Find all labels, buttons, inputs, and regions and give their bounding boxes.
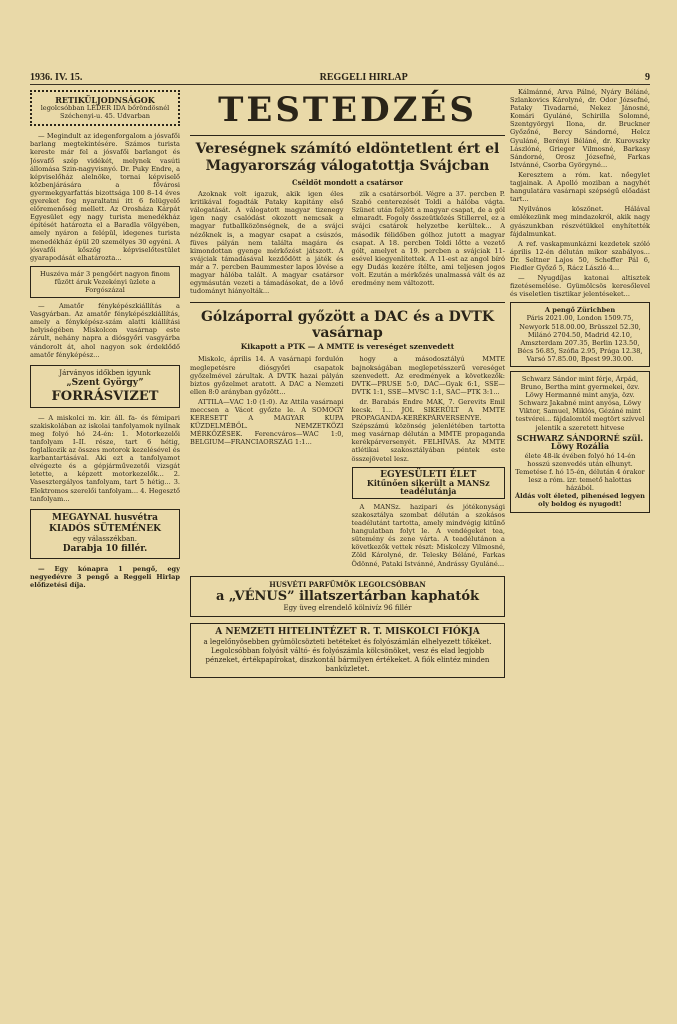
obit-footer: Áldás volt életed, pihenésed legyen oly boldog és nyugodt!	[515, 492, 645, 509]
divider	[190, 135, 505, 136]
dac-headline: Gólzáporral győzött a DAC és a DVTK vasárnap	[200, 309, 495, 342]
page-date: 1936. IV. 15.	[30, 71, 83, 83]
sports-section-title: TESTEDZÉS	[218, 90, 477, 130]
dac-col-c: ATTILA—VAC 1:0 (1:0). Az Attila vasárnapi meccsen a Vácot győzte le. A SOMOGY KERESETT A MAGYAR KUPA KÜZDELMÉBŐL. NEMZETKÖZI MÉRKŐZÉSEK. Ferencváros—WAC 1:0, BELGIUM—FRANCIAORSZÁG 1:1...	[190, 397, 344, 447]
ad2-price: Darabja 10 fillér.	[62, 543, 148, 554]
match-col-b: zik a csatársorból. Végre a 37. percben P. Szabó centerezését Toldi a hálóba vágta. Szünet után feljött a magyar csapat, de a gól elmaradt. Fogoly összeütközés Stillerrel, ez a svájci csatárok helyzetbe kerültek... A második félidőben gólhoz jutott a magyar csapat. A 18. percben Toldi lőtte a vezető gólt, amelyet a 19. percben a svájciak 11-esével kiegyenlítettek. A 11-est az angol bíró egy Dudás kezére ítélte, ami teljesen jogos volt. Ezután a mérkőzés unalmassá vált és az eredmény nem változott.	[351, 190, 505, 288]
ad1-small: Járványos időkben igyunk	[59, 368, 151, 377]
bourse-text: Páris 2021.00, London 1509.75, Newyork 518.00.00, Brüsszel 52.30, Milánó 2704.50, Madrid 42.10, Amszterdam 207.35, Berlin 123.50, Bécs 56.85, Szófia 2.95, Prága 12.38, Varsó 57.85.00, Bpest 99.30.00.	[517, 314, 643, 363]
egyesuleti-text: A MANSz. hazipari és jótékonysági szakosztálya szombat délután a szokásos teadélutánt tartotta, amely mindvégig kitűnő hangulatban folyt le. A vendégeket tea, sütemény és zene várta. A teadélutánon a következők vettek részt: Miskolczy Vilmosné, Zöld Károlyné, dr. Telesky Béláné, Farkas Ödönné, Pataki Istvánné, Andrássy Gyuláné...	[351, 502, 505, 568]
article-ref: A ref. vaskapmunkázni kezdetek szóló április 12-én délután mikor szabályos... Dr. Seltner Lajos 50, Scheffer Pál 6, Fiedler Győző 5, Rácz László 4...	[510, 239, 650, 272]
dac-subheadline: Kikapott a PTK — A MMTE is vereséget szenvedett	[240, 342, 455, 352]
obit-text2: élete 48-ik évében folyó hó 14-én hosszú szenvedés után elhunyt. Temetése f. hó 15-én, délután 4 órakor lesz a róm. izr. temető halottas házából.	[515, 451, 645, 493]
obituary-box	[510, 371, 650, 513]
article-koszonet: Nyilvános köszönet. Hálával emlékezünk meg mindazokról, akik nagy gyászunkban részvétükkel enyhítették fájdalmunkat.	[510, 205, 650, 238]
ad2-title: MEGAYNAL husvétra KIADÓS SÜTEMÉNEK	[49, 512, 161, 534]
obit-text: Schwarz Sándor mint férje, Árpád, Bruno, Bertha mint gyermekei, özv. Löwy Hermanné mint anyja, özv. Schwarz Jakabné mint anyósa, Löwy Viktor, Samuel, Miklós, Gézáné mint testvérei... fájdalomtól megtört szívvel jelentik a szeretett hitvese	[515, 375, 645, 432]
vezekenyi-notice: Huszéva már 3 pengőért nagyon finom fűzött áruk Vezekényi üzlete a Forgószázal	[30, 266, 180, 298]
obit-name: SCHWARZ SÁNDORNÉ szül. Löwy Rozália	[516, 432, 644, 451]
dac-col-a: Miskolc, április 14. A vasárnapi fordulón meglepetésre diósgyőri csapatok győzelmével zárultak. A DVTK hazai pályán biztos győzelmet aratott. A DAC a Nemzeti ellen 8:0 arányban győzött...	[190, 355, 344, 396]
match-col-a: Azoknak volt igazuk, akik igen éles kritikával fogadták Pataky kapitány első válogatását. A válogatott magyar tizenegy igen nagy csalódást okozott nemcsak a magyar futballközönségnek, de a svájci nézőknek is, a magyar csapat a csúszós, füves pályán nem találta magára és kimondottan gyenge mérkőzést játszott. A svájciak támadásával kezdődött a játék és már a 7. percben Baummester lapos lövése a magyar hálóba talált. A magyar csatársor egymásután vezeti a támadásokat, de a lövő tudományt hiányolták...	[190, 190, 344, 296]
page-header	[30, 70, 650, 85]
match-article	[190, 190, 505, 297]
article-josvafo: — Megindult az idegenforgalom a jósvafői barlang megtekintésére. Számos turista kereste már fel a jósvafői barlangot és Jósvafő szép vidékét, melynek vasúti állomása Szin-nagyvisnyó. Dr. Puky Endre, a képviselőház alelnöke, tornai képviselő közbenjárására a fővárosi gyermekgyarfattás bizottsága 100 8–14 éves gyereket fog nyaraltatni itt 6 felügyelő előremenőség mellett. Az Orosháza Kárpát Egyesület egy nagy turista menedékház építését határozta el a Baradla völgyében, amely nyáron a felépül, idegenes turista menedékház épül 20 személyes 30 egyéni. A jósvafői kőszög képviselőtestület gyarapodását elhatározta...	[30, 132, 180, 262]
megaynal-ad	[30, 509, 180, 559]
bourse-box	[510, 302, 650, 367]
right-column	[510, 88, 650, 1003]
match-headline: Vereségnek számító eldöntetlent ért el Magyarország válogatottja Svájcban	[195, 141, 500, 174]
ad1-title: „Szent György”	[66, 377, 144, 388]
left-column	[30, 88, 180, 1003]
venus-ad	[190, 576, 505, 617]
egyesuleti-title: EGYESÜLETI ÉLET	[380, 469, 477, 480]
venus-small: HUSVÉTI PARFÜMÖK LEGOLCSÓBBAN	[269, 579, 426, 589]
bourse-title: A pengő Zürichben	[544, 306, 616, 315]
page-number: 9	[645, 71, 650, 83]
dac-article	[190, 355, 505, 569]
article-nyugdijas: — Nyugdíjas katonai altisztek fizetésemelése. Gyümölcsös keresőlevel és viseletlen tisztikar jelentéseket...	[510, 274, 650, 299]
notice-text: legolcsóbban LÉDER IDA bőröndösnél Széchenyi-u. 45. Udvarban	[40, 104, 170, 121]
divider	[190, 302, 505, 303]
middle-column	[190, 88, 505, 1003]
names-list: Kálmánné, Arva Pálné, Nyáry Béláné, Szlankovics Károlyné, dr. Odor Józsefné, Pataky Tivadarné, Nekez Jánosné, Komári Gyuláné, Schirilla Solomné, Szentgyörgyi Ilona, dr. Bruckner Győzőné, Bercy Sándorné, Helcz Gyuláné, Berényi Béláné, dr. Kurovszky Lászlóné, Grieger Vilmosné, Barkasy Sándorné, Orosz Józsefné, Farkas Istvánné, Csorba Györgyné...	[510, 88, 650, 169]
venus-sub: Egy üveg elrendelő kölnivíz 96 fillér	[283, 603, 412, 612]
subscription-note: — Egy kónapra 1 pengő, egy negyedévre 3 pengő a Reggeli Hirlap előfizetési díja.	[30, 564, 180, 589]
match-byline: Cséldöt mondott a csatársor	[292, 178, 403, 187]
ad2-sub: egy válasszékban.	[73, 534, 137, 543]
retikul-notice	[30, 90, 180, 126]
egyesuleti-sub: Kitűnően sikerült a MANSz teadélutánja	[366, 477, 490, 496]
bank-ad	[190, 623, 505, 678]
article-szakiskola: — A miskolci m. kir. áll. fa- és fémipari szakiskolában az iskolai tanfolyamok nyilnak meg folyó hó 24-én: 1. Motorkezelői tanfolyam I–II. része, tart 6 hétig, foglalkozik az összes motorok kezelésével és karbantartásával. Aki ezt a tanfolyamot elvégezte és a gépjárművezetői vizsgát letette, a képzett motorkezelők... 2. Vasesztergályos tanfolyam, tart 5 hétig... 3. Elektromos szerelői tanfolyam... 4. Hegesztő tanfolyam...	[30, 413, 180, 503]
szent-gyorgy-ad	[30, 365, 180, 408]
notice-title: RETIKÜLJODNSÁGOK	[55, 95, 155, 105]
article-amator: — Amatőr fényképészkiállítás a Vasgyárban. Az amatőr fényképészkiállítás, amely a fényképész-szám alatti kiállítási helyiségében Miskolcon vasárnap este zárult, nehány napra a diósgyőri vasgyárba vándorolt át, ahol nagyon sok érdeklődő amatőr fényképész...	[30, 302, 180, 359]
bank-title: A NEMZETI HITELINTÉZET R. T. MISKOLCI FIÓKJA	[215, 626, 480, 637]
article-keresztem: Keresztem a róm. kat. nőegylet tagjainak. A Apolló moziban a nagyhét hangulatára vasárnapi szépségű előadást tart...	[510, 170, 650, 204]
venus-big: a „VÉNUS” illatszertárban kaphatók	[215, 588, 480, 604]
ad1-big: FORRÁSVIZET	[51, 388, 159, 404]
egyesuleti-box	[352, 467, 506, 499]
dac-col-d: dr. Barabás Endre MAK, 7. Gerevits Emil kecsk. 1... JOL SIKERÜLT A MMTE PROPAGANDA-KERÉKPÁRVERSENYE. Szépszámú közönség jelenlétében tartotta meg vasárnap délután a MMTE propaganda kerékpárversenyét. FELHÍVÁS. Az MMTE atlétikai szakosztályában péntek este összejövetel lesz.	[351, 397, 505, 463]
newspaper-name: REGGELI HIRLAP	[319, 71, 408, 83]
dac-col-b: hogy a másodosztályú MMTE bajnokságában meglepetésszerű vereséget szenvedett. Az eredmények a következők: DVTK—PRUSE 5:0, DAC—Gyak 6:1, SSE—DVTK 1:1, SSE—MVSC 1:1, SAC—PTK 3:1...	[351, 355, 505, 396]
bank-text: a legelőnyösebben gyümölcsözteti betéteket és folyószámlán elhelyezett tőkéket. Legolcsóbban folyósít váltó- és folyószámla kölcsönöket, vesz és elad legjobb pénzeket, értékpapírokat, diszkontál bármilyen értékeket. A fiók elintéz minden banküzletet.	[203, 637, 492, 673]
